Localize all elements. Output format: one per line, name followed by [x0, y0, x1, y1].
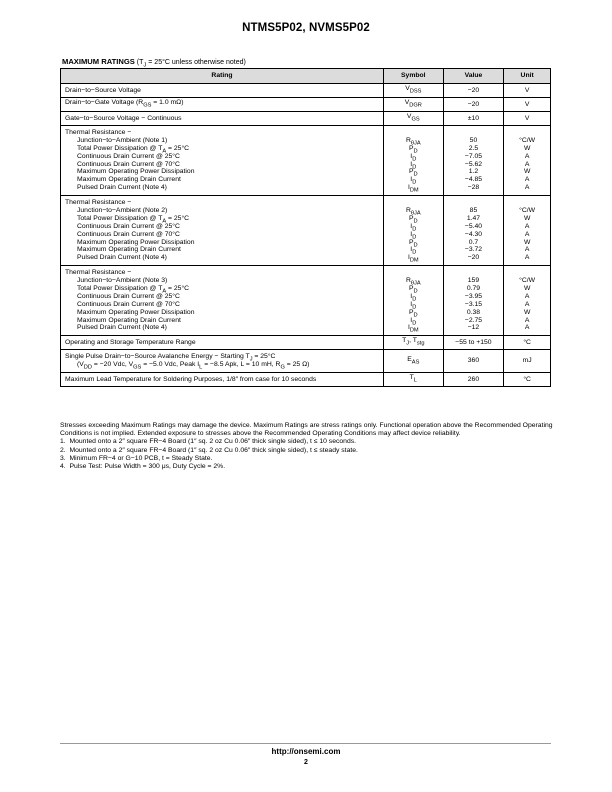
rating-line: Pulsed Drain Current (Note 4) — [77, 184, 167, 192]
symbol-line: $P_D$ — [408, 308, 418, 319]
value-line: −3.95 — [464, 292, 483, 300]
value-line: 159 — [467, 277, 480, 285]
symbol-cell: $T_L$ — [383, 373, 443, 387]
rating-cell — [61, 266, 384, 336]
footer-divider — [60, 743, 551, 744]
spacer — [448, 199, 500, 207]
value-line: 0.7 — [468, 238, 479, 246]
rating-cell: Gate−to−Source Voltage − Continuous — [61, 112, 384, 126]
symbol-line: $I_{DM}$ — [407, 184, 419, 194]
header-rating: Rating — [61, 69, 384, 84]
table-caption — [62, 57, 246, 68]
value-line: 50 — [469, 136, 478, 144]
value-line: −5.40 — [464, 222, 483, 230]
table-row-thermal-group — [61, 266, 551, 336]
rating-line: Continuous Drain Current @ 25°C — [77, 152, 180, 160]
rating-line: Continuous Drain Current @ 70°C — [77, 160, 180, 168]
table-row-avalanche-energy — [61, 350, 551, 373]
unit-cell: V — [504, 98, 551, 112]
symbol-line: $R_{\theta JA}$ — [405, 207, 421, 217]
footnote: 1. Mounted onto a 2″ square FR−4 Board (1″ sq. 2 oz Cu 0.06″ thick single sided), t ≤ 10 seconds. — [60, 438, 357, 446]
unit-line: °C/W — [519, 207, 536, 215]
symbol-line: $P_D$ — [408, 144, 418, 155]
unit-cell — [504, 196, 551, 266]
unit-line: A — [524, 316, 530, 324]
spacer — [448, 129, 500, 137]
symbol-cell: $V_{DGR}$ — [383, 98, 443, 112]
symbol-line: $R_{\theta JA}$ — [405, 136, 421, 147]
value-line: −5.62 — [464, 160, 483, 168]
unit-line: A — [524, 222, 530, 230]
unit-cell: °C — [504, 336, 551, 350]
value-cell: 360 — [443, 350, 504, 373]
table-row — [61, 112, 551, 126]
value-line: −7.05 — [464, 152, 483, 160]
rating-line: Maximum Operating Power Dissipation — [77, 168, 195, 176]
symbol-line: $I_D$ — [410, 152, 417, 163]
value-line: −2.75 — [464, 316, 483, 324]
value-line: −4.85 — [464, 176, 483, 184]
table-caption-condition: ($T_J = 25^\circ C$ unless otherwise noted) — [136, 59, 246, 69]
value-line: −12 — [467, 324, 480, 332]
spacer — [388, 129, 439, 137]
rating-line: Pulsed Drain Current (Note 4) — [77, 324, 167, 332]
value-cell: 260 — [443, 373, 504, 387]
symbol-line: $I_{DM}$ — [407, 324, 419, 334]
rating-line: Pulsed Drain Current (Note 4) — [77, 254, 167, 262]
unit-cell — [504, 266, 551, 336]
symbol-line: $P_D$ — [408, 168, 418, 178]
thermal-group-heading: Thermal Resistance − — [65, 129, 132, 136]
value-line: 0.38 — [466, 308, 481, 316]
unit-cell: °C — [504, 373, 551, 387]
rating-line: ($V_{DD} = -20$ Vdc, $V_{GS} = -5.0$ Vdc, Peak $I_L = -8.5$ Apk, L = 10 mH, $R_G = 25$ Ω) — [77, 361, 310, 371]
maximum-ratings-table — [60, 68, 551, 387]
thermal-groups — [61, 126, 551, 336]
value-line: 85 — [469, 207, 478, 215]
unit-line: A — [524, 184, 530, 192]
value-cell: −20 — [443, 84, 504, 98]
unit-line: W — [523, 308, 531, 316]
value-cell — [443, 196, 504, 266]
notes-section — [60, 422, 555, 471]
table-row-thermal-group — [61, 196, 551, 266]
spacer — [508, 269, 546, 277]
symbol-line: $R_{\theta JA}$ — [405, 277, 421, 287]
header-unit: Unit — [504, 69, 551, 84]
table-row-temperature-range — [61, 336, 551, 350]
unit-line: W — [523, 285, 531, 293]
value-line: 0.79 — [466, 285, 481, 293]
table-header-row — [61, 69, 551, 84]
symbol-line: $I_D$ — [410, 222, 417, 233]
value-line: −20 — [467, 254, 480, 262]
rating-line: Continuous Drain Current @ 70°C — [77, 300, 180, 308]
rating-line: Total Power Dissipation @ $T_A = 25^\circ C$ — [77, 214, 190, 225]
unit-line: A — [524, 176, 530, 184]
spacer — [448, 269, 500, 277]
unit-line: W — [523, 238, 531, 246]
rating-line: Junction−to−Ambient (Note 3) — [77, 277, 168, 285]
footnote: 4. Pulse Test: Pulse Width = 300 μs, Duty Cycle = 2%. — [60, 463, 226, 471]
rating-line: Continuous Drain Current @ 25°C — [77, 222, 180, 230]
rating-cell — [61, 196, 384, 266]
symbol-line: $I_D$ — [410, 230, 417, 241]
footnote: 3. Minimum FR−4 or G−10 PCB, t = Steady State. — [60, 454, 213, 462]
rating-cell — [61, 350, 384, 373]
rating-line: Maximum Operating Drain Current — [77, 176, 181, 184]
value-line: 1.2 — [468, 168, 479, 176]
value-line: 1.47 — [466, 214, 481, 222]
value-line: −3.15 — [464, 300, 483, 308]
rating-line: Maximum Operating Power Dissipation — [77, 238, 195, 246]
value-line: −3.72 — [464, 246, 483, 254]
rating-line: Junction−to−Ambient (Note 2) — [77, 207, 168, 215]
rating-cell: Operating and Storage Temperature Range — [61, 336, 384, 350]
footer-url[interactable]: http://onsemi.com — [271, 747, 341, 756]
symbol-cell — [383, 196, 443, 266]
rating-line: Total Power Dissipation @ $T_A = 25^\circ C$ — [77, 285, 190, 295]
value-line: −4.30 — [464, 230, 483, 238]
symbol-line: $I_D$ — [410, 246, 417, 256]
symbol-line: $P_D$ — [408, 285, 418, 295]
symbol-line: $P_D$ — [408, 238, 418, 248]
stress-note: Stresses exceeding Maximum Ratings may damage the device. Maximum Ratings are stress ratings only. Functional operation above the Recommended Operating Conditions is not implied. Extended exposure to stresses above the Recommended Operating Conditions may affect device reliability. — [60, 422, 553, 438]
rating-line: Continuous Drain Current @ 70°C — [77, 230, 180, 238]
unit-line: °C/W — [519, 136, 536, 144]
unit-cell: mJ — [504, 350, 551, 373]
symbol-cell: $V_{GS}$ — [383, 112, 443, 126]
value-line: −28 — [467, 184, 480, 192]
spacer — [508, 129, 546, 137]
unit-cell: V — [504, 112, 551, 126]
rating-line: Junction−to−Ambient (Note 1) — [77, 136, 168, 144]
table-row — [61, 84, 551, 98]
symbol-line: $P_D$ — [408, 214, 418, 225]
unit-line: A — [524, 152, 530, 160]
symbol-cell: $V_{DSS}$ — [383, 84, 443, 98]
unit-line: °C/W — [519, 277, 536, 285]
page-number: 2 — [304, 759, 308, 766]
symbol-line: $I_D$ — [410, 316, 417, 326]
unit-line: A — [524, 160, 530, 168]
symbol-cell — [383, 266, 443, 336]
rating-line: Single Pulse Drain−to−Source Avalanche Energy − Starting $T_J = 25^\circ C$ — [65, 353, 276, 363]
rating-line: Continuous Drain Current @ 25°C — [77, 292, 180, 300]
unit-line: A — [524, 246, 530, 254]
table-caption-heading: MAXIMUM RATINGS — [62, 57, 135, 66]
rating-cell: Drain−to−Gate Voltage ($R_{GS} = 1.0$ mΩ) — [61, 98, 384, 112]
value-line: 2.5 — [468, 144, 479, 152]
symbol-line: $I_D$ — [410, 176, 417, 186]
rating-cell — [61, 126, 384, 196]
table-row-lead-temperature — [61, 373, 551, 387]
spacer — [388, 269, 439, 277]
unit-cell — [504, 126, 551, 196]
rating-line: Maximum Operating Power Dissipation — [77, 308, 195, 316]
value-cell: −55 to +150 — [443, 336, 504, 350]
unit-line: A — [524, 324, 530, 332]
unit-line: W — [523, 214, 531, 222]
rating-line: Total Power Dissipation @ $T_A = 25^\circ C$ — [77, 144, 190, 155]
symbol-line: $I_D$ — [410, 300, 417, 311]
unit-line: A — [524, 292, 530, 300]
symbol-line: $I_D$ — [410, 160, 417, 170]
page-title: NTMS5P02, NVMS5P02 — [242, 22, 370, 34]
spacer — [388, 199, 439, 207]
unit-line: W — [523, 144, 531, 152]
header-symbol: Symbol — [383, 69, 443, 84]
thermal-group-heading: Thermal Resistance − — [65, 269, 132, 277]
value-cell — [443, 126, 504, 196]
unit-line: A — [524, 230, 530, 238]
symbol-cell — [383, 126, 443, 196]
unit-line: A — [524, 254, 530, 262]
thermal-group-heading: Thermal Resistance − — [65, 199, 132, 207]
symbol-line: $I_{DM}$ — [407, 254, 419, 264]
table-row — [61, 98, 551, 112]
rating-cell: Drain−to−Source Voltage — [61, 84, 384, 98]
symbol-cell: $T_J$, $T_{stg}$ — [383, 336, 443, 350]
unit-line: A — [524, 300, 530, 308]
value-cell: −20 — [443, 98, 504, 112]
rating-line: Maximum Operating Drain Current — [77, 316, 181, 324]
value-cell — [443, 266, 504, 336]
rating-cell: Maximum Lead Temperature for Soldering Purposes, 1/8″ from case for 10 seconds — [61, 373, 384, 387]
unit-line: W — [523, 168, 531, 176]
footnote: 2. Mounted onto a 2″ square FR−4 Board (1″ sq. 2 oz Cu 0.06″ thick single sided), t ≤ steady state. — [60, 446, 358, 454]
header-value: Value — [443, 69, 504, 84]
rating-line: Maximum Operating Drain Current — [77, 246, 181, 254]
unit-cell: V — [504, 84, 551, 98]
spacer — [508, 199, 546, 207]
symbol-cell: $E_{AS}$ — [383, 350, 443, 373]
table-row-thermal-group — [61, 126, 551, 196]
symbol-line: $I_D$ — [410, 292, 417, 303]
footnote-list — [60, 438, 555, 471]
value-cell: ±10 — [443, 112, 504, 126]
